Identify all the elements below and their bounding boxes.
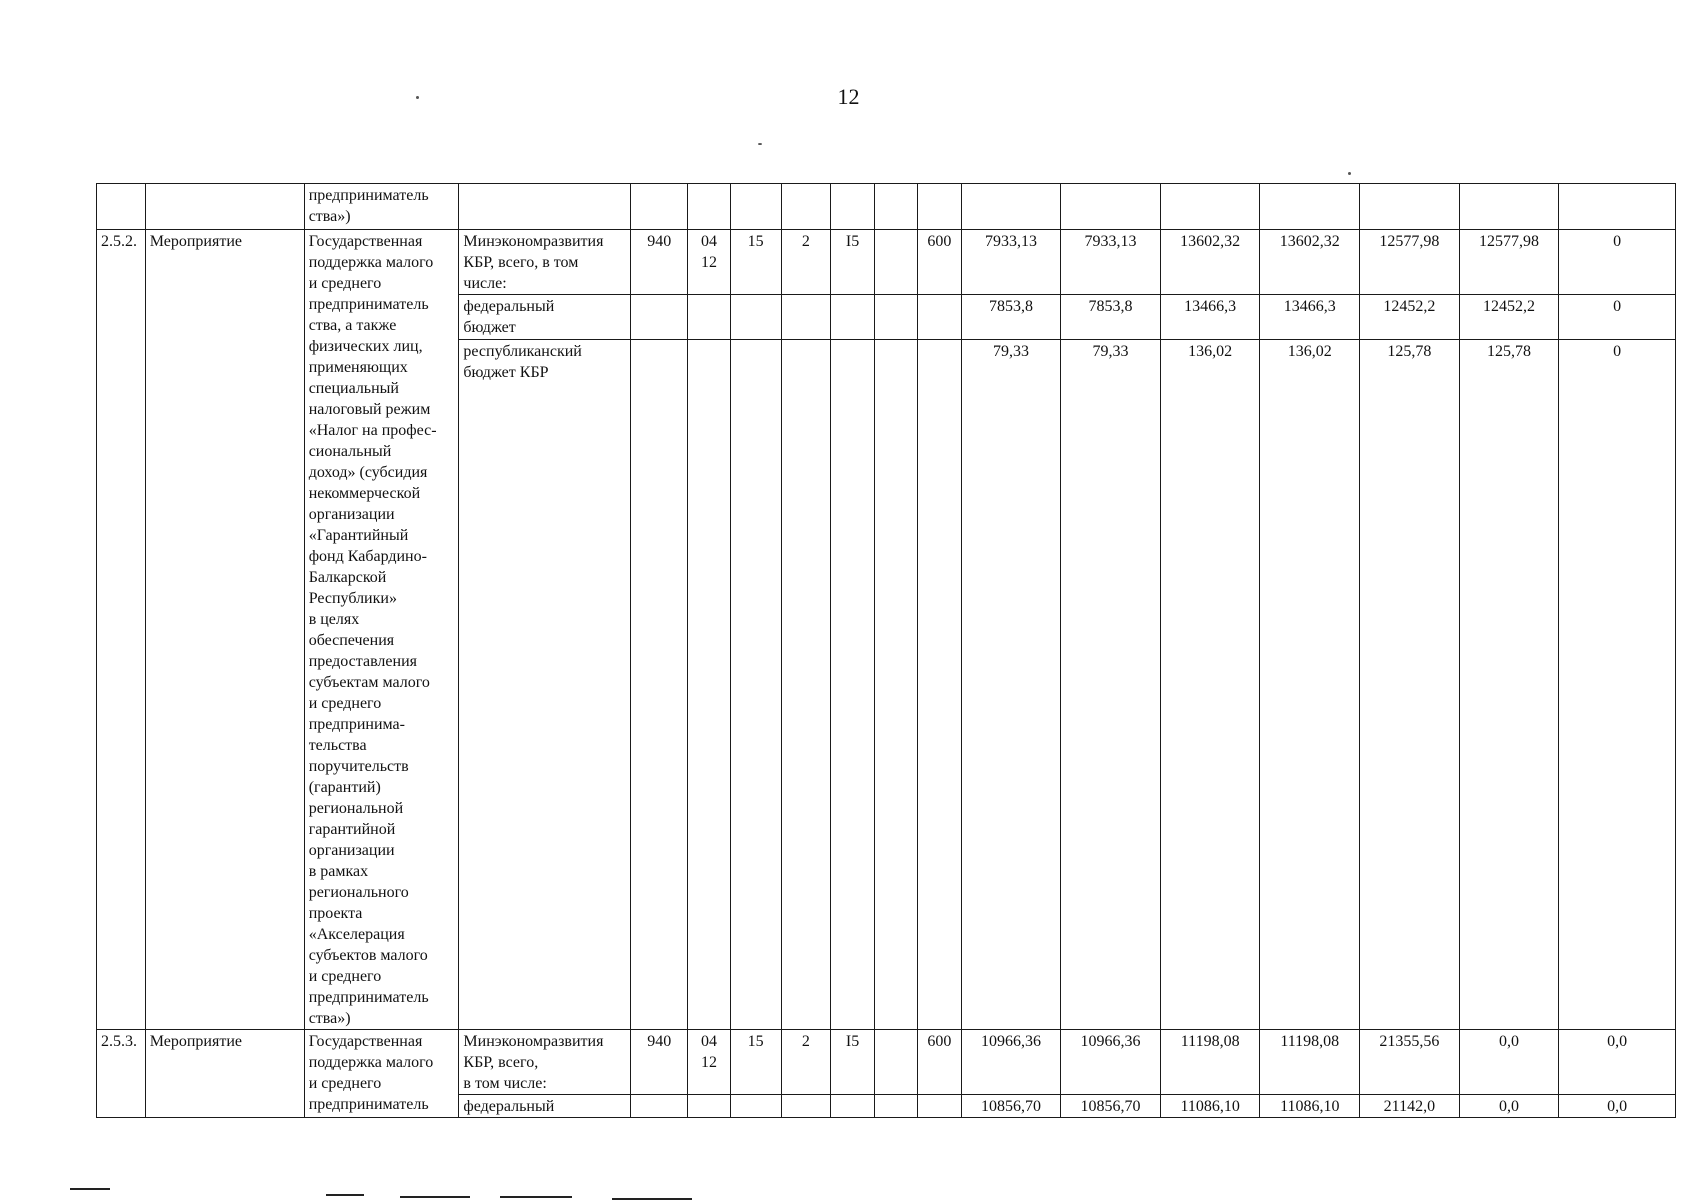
value-cell: 0,0 [1459,1095,1559,1118]
budget-table [96,183,1676,1118]
executor-cell [459,295,631,339]
value-cell: 12577,98 [1360,230,1460,295]
value-cell: 10966,36 [961,1030,1061,1095]
scan-mark [400,1196,470,1198]
activity-cell [304,230,459,1030]
value-cell: 0,0 [1459,1030,1559,1095]
scan-dot [1348,172,1351,175]
activity-text: Государственная поддержка малого и среднего предприниматель [308,1033,434,1113]
executor-cell [459,230,631,295]
cs-cell-3: I5 [831,230,874,295]
value-cell: 7933,13 [961,230,1061,295]
type-cell [145,184,304,230]
executor-cell [459,1095,631,1118]
value-cell: 13466,3 [1260,295,1360,339]
rzpr-text: 04 12 [700,233,717,271]
executor-text: Минэкономразвития КБР, всего, в том числе: [463,1033,604,1092]
scan-mark [70,1188,110,1190]
grbs-cell: 940 [631,230,688,295]
activity-cell [304,184,459,230]
scan-mark [500,1196,572,1198]
value-cell: 7933,13 [1061,230,1161,295]
value-cell: 79,33 [1061,339,1161,1029]
type-cell: Мероприятие [145,1030,304,1118]
vr-cell: 600 [918,1030,961,1095]
value-cell: 11086,10 [1260,1095,1360,1118]
value-cell: 125,78 [1360,339,1460,1029]
value-cell: 0,0 [1559,1095,1676,1118]
value-cell: 0 [1559,339,1676,1029]
scan-dot [758,143,762,145]
grbs-cell: 940 [631,1030,688,1095]
cs-cell-2: 2 [781,1030,831,1095]
rzpr-cell [688,1030,730,1095]
rzpr-text: 04 12 [700,1033,717,1071]
executor-text: республиканский бюджет КБР [463,342,582,381]
cs-cell-2: 2 [781,230,831,295]
table-row-continuation [97,184,1676,230]
value-cell: 21355,56 [1360,1030,1460,1095]
cs-cell-1: 15 [730,1030,781,1095]
activity-text: Государственная поддержка малого и среднего предприниматель ства, а также физических лиц, применяющих специальный налоговый режим «Налог на профес- сиональный доход» (субсидия некоммерческой организации «Гарантийный фонд Кабардино- Балкарской Республики» в целях обеспечения предоставления субъектам малого и среднего предпринима- тельства поручительств (гарантий) региональной гарантийной организации в рамках регионального проекта «Акселерация субъектов малого и среднего предприниматель ства») [308,233,437,1027]
scan-mark [326,1194,364,1196]
scan-dot [416,96,419,99]
value-cell: 10856,70 [1061,1095,1161,1118]
value-cell: 125,78 [1459,339,1559,1029]
code-cell [97,184,146,230]
cs-cell-3: I5 [831,1030,874,1095]
executor-cell [459,1030,631,1095]
value-cell: 11086,10 [1160,1095,1260,1118]
rzpr-cell [688,230,730,295]
value-cell: 12452,2 [1360,295,1460,339]
executor-text: федеральный бюджет [463,298,555,337]
page-number: 12 [837,84,860,109]
value-cell: 13602,32 [1160,230,1260,295]
value-cell: 10966,36 [1061,1030,1161,1095]
value-cell: 13466,3 [1160,295,1260,339]
value-cell: 21142,0 [1360,1095,1460,1118]
value-cell: 11198,08 [1160,1030,1260,1095]
table-row [97,230,1676,295]
cs-cell-4 [874,1030,917,1095]
activity-text: предприниматель ства») [308,187,429,225]
code-cell: 2.5.3. [97,1030,146,1118]
value-cell: 7853,8 [1061,295,1161,339]
value-cell: 79,33 [961,339,1061,1029]
type-cell: Мероприятие [145,230,304,1030]
value-cell: 10856,70 [961,1095,1061,1118]
value-cell: 7853,8 [961,295,1061,339]
value-cell: 0 [1559,295,1676,339]
value-cell: 0,0 [1559,1030,1676,1095]
value-cell: 13602,32 [1260,230,1360,295]
value-cell: 136,02 [1260,339,1360,1029]
vr-cell: 600 [918,230,961,295]
executor-text: федеральный [463,1098,555,1115]
table-row [97,1030,1676,1095]
executor-text: Минэкономразвития КБР, всего, в том числе: [463,233,604,292]
cs-cell-4 [874,230,917,295]
activity-cell [304,1030,459,1118]
cs-cell-1: 15 [730,230,781,295]
value-cell: 11198,08 [1260,1030,1360,1095]
value-cell: 136,02 [1160,339,1260,1029]
value-cell: 12577,98 [1459,230,1559,295]
value-cell: 0 [1559,230,1676,295]
code-cell: 2.5.2. [97,230,146,1030]
executor-cell [459,339,631,1029]
value-cell: 12452,2 [1459,295,1559,339]
